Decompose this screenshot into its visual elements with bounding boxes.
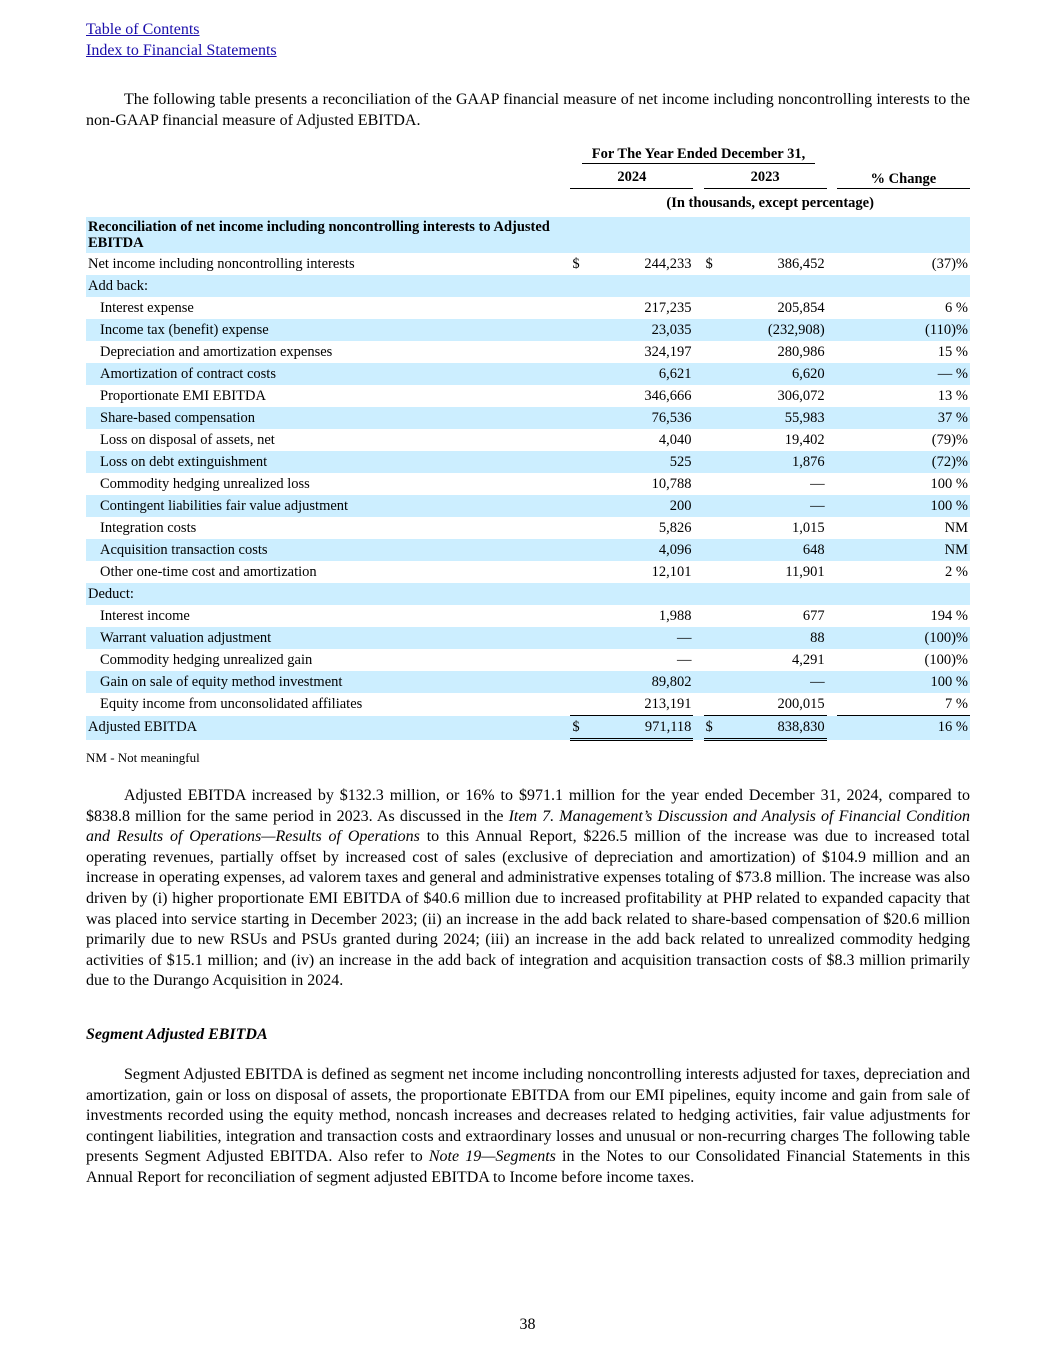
value-2024: 6,621 bbox=[591, 363, 694, 385]
value-2023: (232,908) bbox=[724, 319, 827, 341]
spacer bbox=[693, 385, 703, 407]
value-2023: — bbox=[724, 671, 827, 693]
row-label: Commodity hedging unrealized gain bbox=[100, 651, 313, 668]
spacer bbox=[704, 649, 724, 671]
currency-symbol: $ bbox=[704, 716, 724, 740]
row-label: Interest expense bbox=[100, 299, 194, 316]
spacer bbox=[693, 693, 703, 716]
value-2023: 1,015 bbox=[792, 519, 825, 536]
spacer bbox=[827, 319, 837, 341]
table-row bbox=[86, 517, 970, 539]
spacer bbox=[704, 473, 724, 495]
spacer bbox=[704, 451, 724, 473]
table-row bbox=[86, 473, 970, 495]
value-change: (110)% bbox=[837, 319, 970, 341]
row-label: Interest income bbox=[100, 607, 190, 624]
intro-paragraph: The following table presents a reconciliation of the GAAP financial measure of net income including noncontrolling interests to the non-GAAP financial measure of Adjusted EBITDA. bbox=[86, 91, 970, 129]
add-back-label: Add back: bbox=[86, 275, 570, 297]
value-2023: 648 bbox=[724, 539, 827, 561]
value-2024: 1,988 bbox=[658, 607, 692, 624]
deduct-label: Deduct: bbox=[86, 583, 570, 605]
spacer bbox=[570, 363, 590, 385]
year-header-row bbox=[86, 166, 970, 189]
value-change: (100)% bbox=[837, 627, 970, 649]
value-2024: 4,096 bbox=[591, 539, 694, 561]
units-row bbox=[86, 189, 970, 218]
spacer bbox=[704, 671, 724, 693]
spacer bbox=[827, 693, 837, 716]
value-change: 16 % bbox=[837, 716, 970, 740]
table-row bbox=[86, 693, 970, 716]
spacer bbox=[570, 671, 590, 693]
spacer bbox=[693, 649, 703, 671]
spacer bbox=[827, 605, 837, 627]
value-2024: 89,802 bbox=[591, 671, 694, 693]
spacer bbox=[704, 297, 724, 319]
col-2024-header: 2024 bbox=[570, 166, 693, 189]
row-label: Contingent liabilities fair value adjustment bbox=[86, 495, 570, 517]
spacer bbox=[693, 495, 703, 517]
spacer bbox=[704, 539, 724, 561]
nav-links bbox=[86, 19, 277, 61]
spacer bbox=[693, 341, 703, 363]
value-2023: 1,876 bbox=[724, 451, 827, 473]
spacer bbox=[827, 561, 837, 583]
table-of-contents-link[interactable]: Table of Contents bbox=[86, 21, 200, 38]
table-row bbox=[86, 495, 970, 517]
spacer bbox=[827, 341, 837, 363]
value-change: 100 % bbox=[837, 495, 970, 517]
row-label: Acquisition transaction costs bbox=[86, 539, 570, 561]
value-2023: 6,620 bbox=[724, 363, 827, 385]
spacer bbox=[570, 297, 590, 319]
value-change: (79)% bbox=[931, 431, 968, 448]
value-2024: 244,233 bbox=[644, 255, 692, 272]
value-2023: 88 bbox=[724, 627, 827, 649]
spacer bbox=[570, 649, 590, 671]
spacer bbox=[704, 495, 724, 517]
spacer bbox=[570, 605, 590, 627]
spacer bbox=[693, 297, 703, 319]
value-change: 100 % bbox=[930, 475, 968, 492]
value-2023: 200,015 bbox=[777, 695, 825, 712]
row-label: Commodity hedging unrealized loss bbox=[100, 475, 310, 492]
spacer bbox=[827, 627, 837, 649]
row-label: Integration costs bbox=[100, 519, 197, 536]
spacer bbox=[693, 429, 703, 451]
net-income-row bbox=[86, 253, 970, 275]
spacer bbox=[704, 605, 724, 627]
spacer bbox=[693, 319, 703, 341]
adjusted-ebitda-row bbox=[86, 716, 970, 740]
value-2024: 525 bbox=[591, 451, 694, 473]
value-2023: 11,901 bbox=[785, 563, 825, 580]
reconciliation-table bbox=[86, 144, 970, 741]
table-row bbox=[86, 451, 970, 473]
spacer bbox=[693, 561, 703, 583]
spacer bbox=[827, 473, 837, 495]
spacer bbox=[693, 473, 703, 495]
table-row bbox=[86, 407, 970, 429]
row-label: Gain on sale of equity method investment bbox=[86, 671, 570, 693]
section-title-row bbox=[86, 217, 970, 253]
value-2023: 55,983 bbox=[724, 407, 827, 429]
units-label: (In thousands, except percentage) bbox=[666, 194, 874, 211]
spacer bbox=[570, 539, 590, 561]
note19-reference: Note 19—Segments bbox=[428, 1148, 556, 1166]
value-2024: 10,788 bbox=[651, 475, 692, 492]
value-2024: 346,666 bbox=[644, 387, 692, 404]
row-label: Income tax (benefit) expense bbox=[86, 319, 570, 341]
table-row bbox=[86, 539, 970, 561]
index-financial-statements-link[interactable]: Index to Financial Statements bbox=[86, 42, 277, 59]
value-change: (72)% bbox=[837, 451, 970, 473]
period-header-row bbox=[86, 144, 970, 166]
spacer bbox=[693, 363, 703, 385]
table-row bbox=[86, 385, 970, 407]
row-label: Loss on disposal of assets, net bbox=[100, 431, 275, 448]
value-2024: — bbox=[591, 627, 694, 649]
value-change: 7 % bbox=[945, 695, 968, 712]
value-change: 194 % bbox=[930, 607, 968, 624]
value-2023: 386,452 bbox=[777, 255, 825, 272]
nm-footnote: NM - Not meaningful bbox=[86, 750, 200, 765]
value-2024: 5,826 bbox=[658, 519, 692, 536]
spacer bbox=[827, 539, 837, 561]
value-2024: 217,235 bbox=[644, 299, 692, 316]
spacer bbox=[704, 407, 724, 429]
value-2023: 677 bbox=[802, 607, 825, 624]
spacer bbox=[704, 517, 724, 539]
spacer bbox=[827, 385, 837, 407]
spacer bbox=[693, 627, 703, 649]
table-row bbox=[86, 627, 970, 649]
value-change: 2 % bbox=[945, 563, 968, 580]
value-change: 15 % bbox=[937, 343, 968, 360]
value-change: (37)% bbox=[931, 255, 968, 272]
row-label: Share-based compensation bbox=[86, 407, 570, 429]
value-change: NM bbox=[944, 519, 968, 536]
spacer bbox=[827, 451, 837, 473]
value-2024: 76,536 bbox=[591, 407, 694, 429]
row-label: Amortization of contract costs bbox=[86, 363, 570, 385]
currency-symbol: $ bbox=[705, 255, 713, 272]
value-2023: 4,291 bbox=[792, 651, 825, 668]
spacer bbox=[827, 429, 837, 451]
value-2023: 19,402 bbox=[784, 431, 825, 448]
spacer bbox=[570, 473, 590, 495]
spacer bbox=[704, 561, 724, 583]
value-2024: 23,035 bbox=[591, 319, 694, 341]
table-row bbox=[86, 561, 970, 583]
row-label: Other one-time cost and amortization bbox=[100, 563, 317, 580]
table-row bbox=[86, 363, 970, 385]
spacer bbox=[704, 627, 724, 649]
table-row bbox=[86, 605, 970, 627]
spacer bbox=[827, 363, 837, 385]
row-label: Proportionate EMI EBITDA bbox=[100, 387, 266, 404]
spacer bbox=[704, 341, 724, 363]
row-label: Depreciation and amortization expenses bbox=[100, 343, 333, 360]
value-change: NM bbox=[837, 539, 970, 561]
spacer bbox=[570, 319, 590, 341]
spacer bbox=[704, 363, 724, 385]
row-label: Net income including noncontrolling interests bbox=[88, 255, 355, 272]
spacer bbox=[827, 407, 837, 429]
spacer bbox=[693, 539, 703, 561]
spacer bbox=[693, 605, 703, 627]
spacer bbox=[570, 385, 590, 407]
value-2024: 200 bbox=[591, 495, 694, 517]
row-label: Loss on debt extinguishment bbox=[86, 451, 570, 473]
currency-symbol: $ bbox=[572, 255, 580, 272]
row-label: Adjusted EBITDA bbox=[86, 716, 570, 740]
item7-reference: Item 7. Management’s Discussion and Analysis of Financial Condition and Results of Operations—Results of Operations bbox=[86, 807, 971, 846]
section-title: Reconciliation of net income including noncontrolling interests to Adjusted EBITDA bbox=[86, 217, 570, 253]
spacer bbox=[570, 627, 590, 649]
value-2023: — bbox=[810, 475, 825, 492]
spacer bbox=[827, 649, 837, 671]
value-change: 100 % bbox=[837, 671, 970, 693]
table-row bbox=[86, 649, 970, 671]
value-change: 6 % bbox=[945, 299, 968, 316]
spacer bbox=[693, 671, 703, 693]
value-change: 37 % bbox=[837, 407, 970, 429]
segment-paragraph: Segment Adjusted EBITDA is defined as segment net income including noncontrolling interests adjusted for taxes, depreciation and amortization, gain or loss on disposal of assets, the proportionate EBITDA from our EMI pipelines, equity income and gain from sale of investments recorded using the equity method, noncash increases and decreases related to hedging activities, fair value adjustments for contingent liabilities, integration and transaction costs and extraordinary losses and unusual or non-recurring charges The following table presents Segment Adjusted EBITDA. Also refer to Note 19—Segments in the Notes to our Consolidated Financial Statements in this Annual Report for reconciliation of segment adjusted EBITDA to Income before income taxes. bbox=[86, 1066, 971, 1186]
table-row bbox=[86, 341, 970, 363]
adjusted-ebitda-paragraph: Adjusted EBITDA increased by $132.3 million, or 16% to $971.1 million for the year ended December 31, 2024, compared to $838.8 million for the same period in 2023. As discussed in the Item 7. Management’s Discussion and Analysis of Financial Condition and Results of Operations—Results of Operations to this Annual Report, $226.5 million of the increase was due to increased total operating revenues, partially offset by increased cost of sales (exclusive of depreciation and amortization) of $104.9 million and an increase in operating expenses, ad valorem taxes and general and administrative expenses totaling of $73.8 million. The increase was also driven by (i) higher proportionate EMI EBITDA of $40.6 million due to increased profitability at PHP related to expanded capacity that was placed into service starting in December 2023; (ii) an increase in the add back related to share-based compensation of $20.6 million primarily due to new RSUs and PSUs granted during 2024; (iii) an increase in the add back related to unrealized commodity hedging activities of $15.1 million; and (iv) an increase in the add back of integration and acquisition transaction costs of $8.3 million primarily due to the Durango Acquisition in 2024. bbox=[86, 787, 971, 990]
spacer bbox=[704, 385, 724, 407]
page-number: 38 bbox=[519, 1316, 536, 1333]
period-header: For The Year Ended December 31, bbox=[582, 146, 815, 164]
value-2024: 4,040 bbox=[658, 431, 692, 448]
value-2024: 12,101 bbox=[651, 563, 692, 580]
spacer bbox=[570, 451, 590, 473]
value-change: — % bbox=[837, 363, 970, 385]
row-label: Warrant valuation adjustment bbox=[86, 627, 570, 649]
spacer bbox=[570, 407, 590, 429]
spacer bbox=[570, 517, 590, 539]
spacer bbox=[693, 517, 703, 539]
value-2024: 971,118 bbox=[591, 716, 694, 740]
table-row bbox=[86, 429, 970, 451]
value-2023: — bbox=[724, 495, 827, 517]
spacer bbox=[570, 561, 590, 583]
spacer bbox=[704, 319, 724, 341]
spacer bbox=[827, 517, 837, 539]
spacer bbox=[570, 495, 590, 517]
row-label: Equity income from unconsolidated affiliates bbox=[100, 695, 363, 712]
spacer bbox=[704, 693, 724, 716]
value-change: (100)% bbox=[924, 651, 968, 668]
value-2023: 205,854 bbox=[777, 299, 825, 316]
table-row bbox=[86, 671, 970, 693]
spacer bbox=[827, 495, 837, 517]
value-2023: 838,830 bbox=[724, 716, 827, 740]
value-2023: 280,986 bbox=[777, 343, 825, 360]
currency-symbol: $ bbox=[570, 716, 590, 740]
value-2024: 213,191 bbox=[644, 695, 692, 712]
table-row bbox=[86, 319, 970, 341]
segment-heading: Segment Adjusted EBITDA bbox=[86, 1026, 268, 1043]
table-row bbox=[86, 297, 970, 319]
value-2024: 324,197 bbox=[644, 343, 692, 360]
col-2023-header: 2023 bbox=[704, 166, 827, 189]
spacer bbox=[570, 341, 590, 363]
value-2023: 306,072 bbox=[777, 387, 825, 404]
col-change-header: % Change bbox=[837, 166, 970, 189]
spacer bbox=[570, 693, 590, 716]
deduct-row bbox=[86, 583, 970, 605]
spacer bbox=[693, 407, 703, 429]
spacer bbox=[827, 297, 837, 319]
value-change: 13 % bbox=[937, 387, 968, 404]
spacer bbox=[570, 429, 590, 451]
spacer bbox=[693, 451, 703, 473]
spacer bbox=[704, 429, 724, 451]
spacer bbox=[827, 671, 837, 693]
value-2024: — bbox=[676, 651, 692, 668]
add-back-row bbox=[86, 275, 970, 297]
